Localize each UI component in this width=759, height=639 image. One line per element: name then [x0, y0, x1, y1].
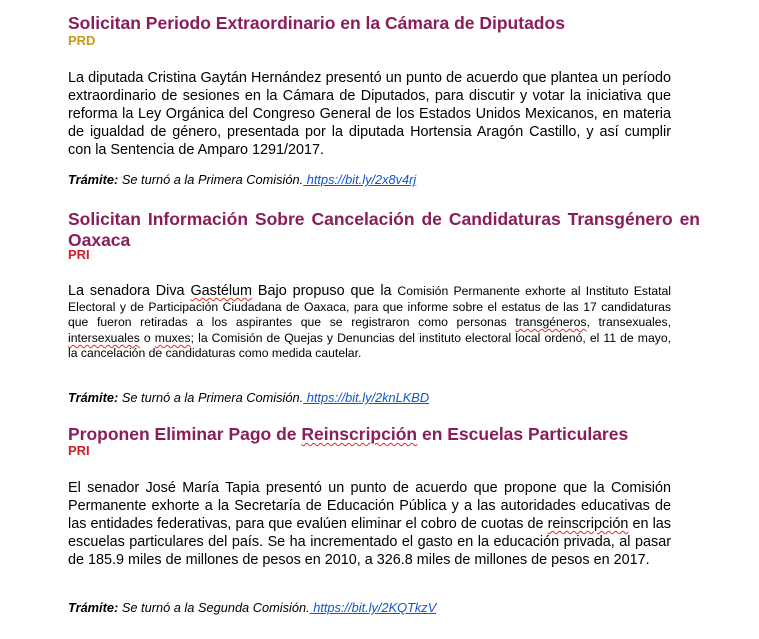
item-2-link[interactable]: https://bit.ly/2knLKBD — [303, 390, 430, 405]
spell-flag: Gastélum — [190, 283, 253, 299]
item-2-tramite-label: Trámite: — [68, 390, 119, 405]
item-3-body: El senador José María Tapia presentó un punto de acuerdo que propone que la Comisión Permanente exhorte a la Secretaría de Educación Pública y a las autoridades educativas de las entidades federativas, para que evalúen eliminar el cobro de cuotas de reinscripción en las escuelas particulares del país. Se ha incrementado el gasto en la educación privada, al pasar de 185.9 miles de millones de pesos en 2010, a 326.8 miles de millones de pesos en 2017. — [68, 480, 671, 568]
item-3-title: Proponen Eliminar Pago de Reinscripción en Escuelas Particulares — [68, 424, 629, 444]
item-1-title: Solicitan Periodo Extraordinario en la Cámara de Diputados — [68, 13, 565, 33]
item-3-link[interactable]: https://bit.ly/2KQTkzV — [309, 600, 437, 615]
item-1-tramite-text: Se turnó a la Primera Comisión. — [118, 172, 304, 187]
spell-flag: intersexuales — [68, 330, 140, 345]
spell-flag: Reinscripción — [301, 424, 418, 444]
item-3-party: PRI — [68, 443, 90, 458]
item-1-body: La diputada Cristina Gaytán Hernández presentó un punto de acuerdo que plantea un período extraordinario de sesiones en la Cámara de Diputados, para discutir y votar la iniciativa que reforma la Ley Orgánica del Congreso General de los Estados Unidos Mexicanos, en materia de igualdad de género, presentada por la diputada Hortensia Aragón Castillo, y así cumplir con la Sentencia de Amparo 1291/2017. — [68, 70, 671, 158]
item-2-title: Solicitan Información Sobre Cancelación de Candidaturas Transgénero en Oaxaca — [68, 209, 700, 250]
item-3-tramite — [68, 600, 436, 616]
item-3-tramite-text: Se turnó a la Segunda Comisión. — [118, 600, 310, 615]
item-2-party: PRI — [68, 247, 90, 262]
item-2-tramite — [68, 390, 429, 406]
spell-flag: muxes — [154, 330, 191, 345]
spell-flag: reinscripción — [547, 516, 629, 532]
item-1-tramite — [68, 172, 416, 188]
item-1-party: PRD — [68, 33, 96, 48]
item-1-tramite-label: Trámite: — [68, 172, 119, 187]
item-1-link[interactable]: https://bit.ly/2x8v4rj — [303, 172, 417, 187]
spell-flag: transgéneros — [515, 315, 587, 330]
item-2-body: La senadora Diva Gastélum Bajo propuso que la Comisión Permanente exhorte al Instituto Estatal Electoral y de Participación Ciudadana de Oaxaca, para que informe sobre el estatus de las 17 candidaturas que fueron retiradas a los aspirantes que se registraron como personas transgéneros, transexuales, intersexuales o muxes; la Comisión de Quejas y Denuncias del instituto electoral local ordenó, el 11 de mayo, la cancelación de candidaturas como medida cautelar. — [68, 283, 671, 361]
item-2-tramite-text: Se turnó a la Primera Comisión. — [118, 390, 304, 405]
item-3-tramite-label: Trámite: — [68, 600, 119, 615]
